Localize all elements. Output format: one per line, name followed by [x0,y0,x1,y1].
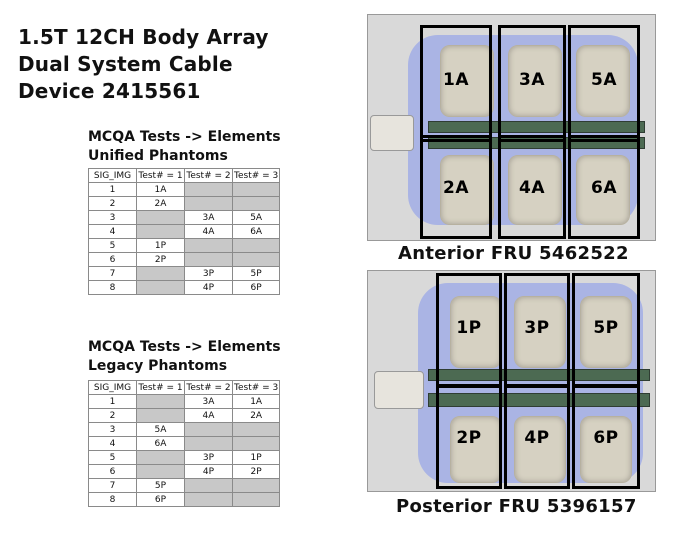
element-label: 1P [456,318,482,338]
element-label: 4P [524,428,550,448]
posterior-caption: Posterior FRU 5396157 [396,496,637,517]
test-cell: 4P [185,281,233,295]
legacy-title-line-2: Legacy Phantoms [88,358,228,374]
sig-img-cell: 7 [89,267,137,281]
table-row [89,225,280,239]
test-cell: 2A [137,197,185,211]
test-cell [233,423,280,437]
test-cell: 3A [185,395,233,409]
unified-title-line-1: MCQA Tests -> Elements [88,129,281,145]
test-cell [137,225,185,239]
test-cell [233,479,280,493]
sig-img-cell: 2 [89,197,137,211]
sig-img-cell: 4 [89,437,137,451]
sig-img-cell: 8 [89,281,137,295]
table-row [89,253,280,267]
table-header-row [89,381,280,395]
test-cell: 6A [137,437,185,451]
sig-img-cell: 1 [89,395,137,409]
header-test-3: Test# = 3 [234,382,279,393]
element-label: 5P [593,318,619,338]
element-box [568,25,640,142]
test-cell [137,465,185,479]
unified-mapping-table [88,168,280,295]
test-cell [185,239,233,253]
legacy-title-line-1: MCQA Tests -> Elements [88,339,281,355]
sig-img-cell: 3 [89,211,137,225]
element-box [436,385,502,489]
test-cell: 4A [185,409,233,423]
test-cell [185,437,233,451]
sig-img-cell: 8 [89,493,137,507]
header-test-2: Test# = 2 [186,382,231,393]
test-cell [233,197,280,211]
test-cell: 4P [185,465,233,479]
test-cell [137,267,185,281]
test-cell [137,409,185,423]
sig-img-cell: 6 [89,465,137,479]
test-cell [137,395,185,409]
header-test-1: Test# = 1 [138,170,183,181]
test-cell: 1A [137,183,185,197]
test-cell: 2P [233,465,280,479]
test-cell [137,281,185,295]
element-label: 2A [443,178,469,198]
element-box [568,135,640,239]
test-cell [185,423,233,437]
test-cell: 5A [137,423,185,437]
table-row [89,437,280,451]
title-line-1: 1.5T 12CH Body Array [18,25,269,49]
table-row [89,183,280,197]
sig-img-cell: 1 [89,183,137,197]
cable-connector [374,371,424,409]
element-label: 6A [591,178,617,198]
test-cell [185,253,233,267]
test-cell [233,253,280,267]
test-cell: 1A [233,395,280,409]
element-label: 5A [591,70,617,90]
test-cell: 2P [137,253,185,267]
test-cell: 2A [233,409,280,423]
sig-img-cell: 5 [89,451,137,465]
unified-title-line-2: Unified Phantoms [88,148,228,164]
test-cell: 5A [233,211,280,225]
test-cell: 4A [185,225,233,239]
unified-table-title [88,128,281,166]
element-label: 6P [593,428,619,448]
test-cell: 3P [185,451,233,465]
table-row [89,479,280,493]
sig-img-cell: 4 [89,225,137,239]
header-sig-img: SIG_IMG [89,381,137,395]
table-row [89,451,280,465]
table-row [89,465,280,479]
anterior-coil-photo [367,14,656,241]
element-box [572,385,640,489]
test-cell: 1P [233,451,280,465]
element-box [436,273,502,387]
table-row [89,267,280,281]
legacy-table-title [88,338,281,376]
test-cell: 6A [233,225,280,239]
table-row [89,211,280,225]
sig-img-cell: 5 [89,239,137,253]
sig-img-cell: 6 [89,253,137,267]
table-row [89,409,280,423]
table-row [89,423,280,437]
test-cell: 3P [185,267,233,281]
element-label: 4A [519,178,545,198]
test-cell [185,479,233,493]
element-label: 1A [443,70,469,90]
cable-connector [370,115,414,151]
test-cell [233,183,280,197]
title-line-3: Device 2415561 [18,79,201,103]
test-cell [185,183,233,197]
test-cell [185,493,233,507]
table-header-row [89,169,280,183]
test-cell [137,211,185,225]
test-cell: 3A [185,211,233,225]
element-box [498,25,566,142]
header-test-1: Test# = 1 [138,382,183,393]
test-cell: 6P [233,281,280,295]
test-cell [233,437,280,451]
element-box [420,25,492,142]
element-box [504,273,570,387]
element-label: 3A [519,70,545,90]
sig-img-cell: 3 [89,423,137,437]
sig-img-cell: 7 [89,479,137,493]
element-box [498,135,566,239]
test-cell: 5P [137,479,185,493]
table-row [89,493,280,507]
header-sig-img: SIG_IMG [89,169,137,183]
title-line-2: Dual System Cable [18,52,233,76]
test-cell: 6P [137,493,185,507]
element-label: 3P [524,318,550,338]
test-cell [233,493,280,507]
document-title [18,24,269,105]
header-test-3: Test# = 3 [234,170,279,181]
element-box [504,385,570,489]
posterior-coil-photo [367,270,656,492]
table-row [89,197,280,211]
table-row [89,281,280,295]
header-test-2: Test# = 2 [186,170,231,181]
table-row [89,395,280,409]
test-cell: 1P [137,239,185,253]
element-box [572,273,640,387]
test-cell: 5P [233,267,280,281]
anterior-caption: Anterior FRU 5462522 [398,243,629,264]
element-box [420,135,492,239]
test-cell [185,197,233,211]
legacy-mapping-table [88,380,280,507]
test-cell [137,451,185,465]
element-label: 2P [456,428,482,448]
table-row [89,239,280,253]
test-cell [233,239,280,253]
sig-img-cell: 2 [89,409,137,423]
